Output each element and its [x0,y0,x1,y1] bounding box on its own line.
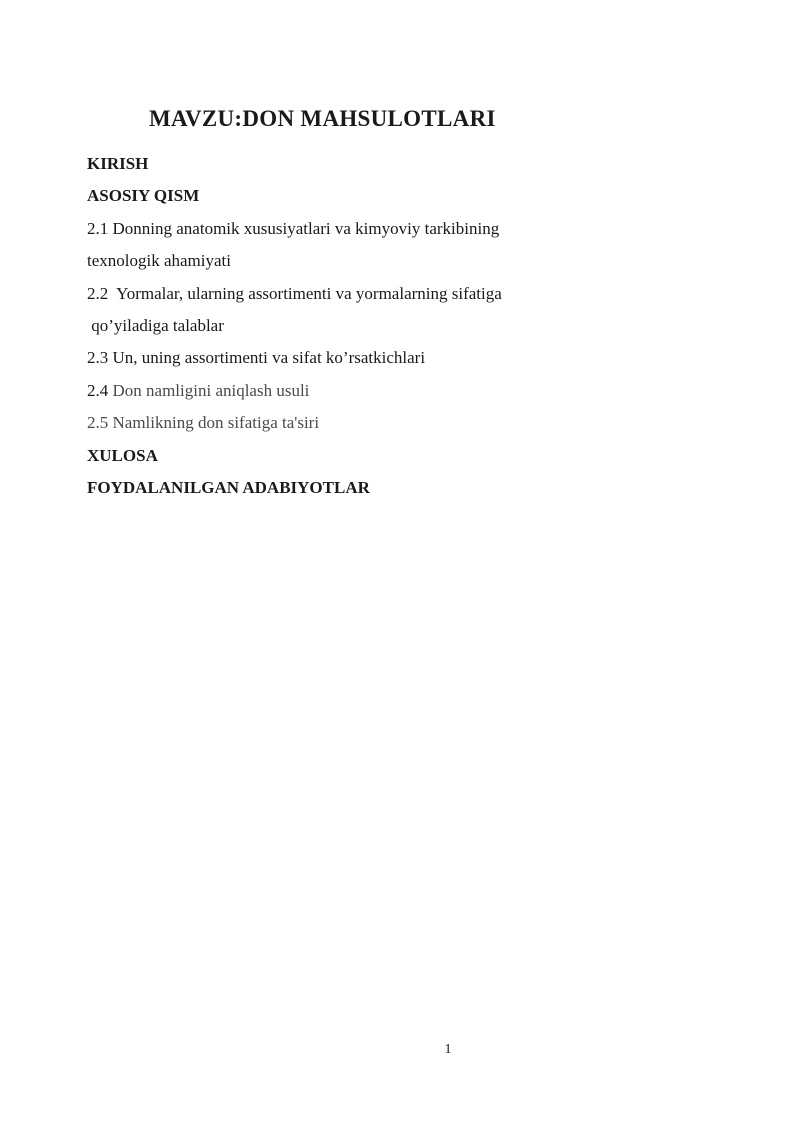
line-text: 2.1 Donning anatomik xususiyatlari va kimyoviy tarkibining [87,218,500,238]
document-line [87,342,727,374]
document-line [87,278,727,310]
document-line [87,213,727,245]
document-line [87,440,727,472]
toc-lines [87,148,727,504]
document-line [87,375,727,407]
document-line [87,407,727,439]
document-content [87,102,727,504]
page-number: 1 [444,1042,452,1057]
document-title: MAVZU:DON MAHSULOTLARI [149,106,496,131]
document-line [87,180,727,212]
line-text: ASOSIY QISM [87,186,200,206]
line-text: XULOSA [87,445,158,465]
document-line [87,310,727,342]
line-text: 2.2 Yormalar, ularning assortimenti va yormalarning sifatiga [87,283,502,303]
line-text: FOYDALANILGAN ADABIYOTLAR [87,478,370,498]
line-text: KIRISH [87,154,149,173]
document-line [87,472,727,504]
line-text: 2.4 [87,380,113,400]
line-text: texnologik ahamiyati [87,251,231,271]
document-line [87,148,727,180]
line-text: qo’yiladiga talablar [87,316,224,336]
document-line [87,245,727,277]
line-text: 2.5 Namlikning don sifatiga ta'siri [87,413,320,433]
line-text: 2.3 Un, uning assortimenti va sifat ko’rsatkichlari [87,348,426,368]
line-text: Don namligini aniqlash usuli [112,380,310,400]
